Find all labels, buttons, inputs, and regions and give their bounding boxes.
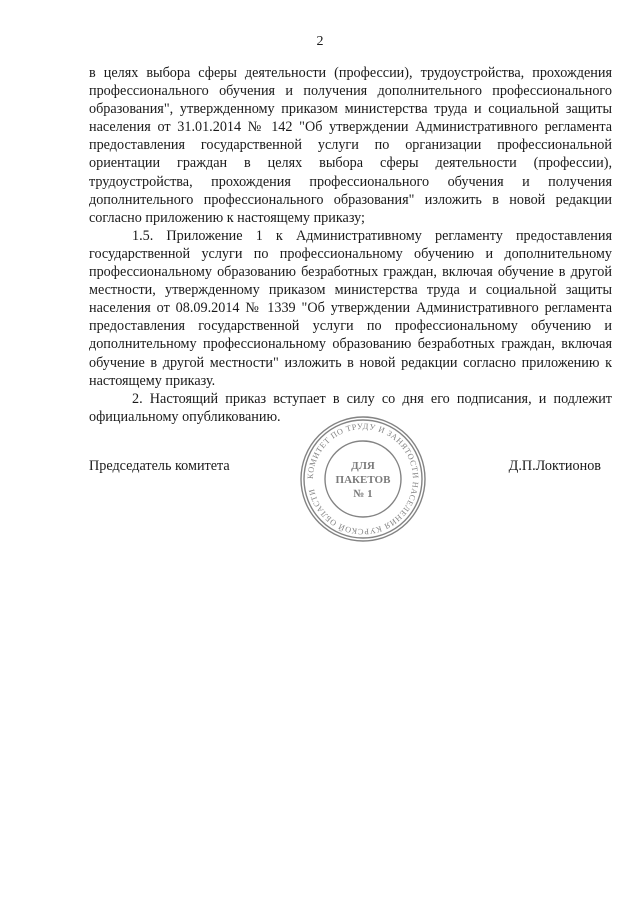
paragraph-2: 2. Настоящий приказ вступает в силу со дня его подписания, и подлежит официальному опубликованию. [89, 390, 612, 425]
stamp-line-2: ПАКЕТОВ [335, 474, 391, 486]
page-number: 2 [316, 34, 324, 49]
round-stamp [298, 414, 428, 544]
document-body [89, 64, 612, 426]
paragraph-1-5: 1.5. Приложение 1 к Административному регламенту предоставления государственной услуги по профессиональному обучению и дополнительному профессиональному образованию безработных граждан, включая обучение в другой местности, утвержденному приказом министерства труда и социальной защиты населения от 08.09.2014 № 1339 "Об утверждении Административного регламента предоставления государственной услуги по профессиональному обучению и дополнительному профессиональному образованию безработных граждан, включая обучение в другой местности" изложить в новой редакции согласно приложению к настоящему приказу. [89, 227, 612, 389]
stamp-ring-text: КОМИТЕТ ПО ТРУДУ И ЗАНЯТОСТИ НАСЕЛЕНИЯ КУРСКОЙ ОБЛАСТИ [305, 421, 421, 537]
stamp-line-1: ДЛЯ [351, 460, 375, 472]
paragraph-continuation: в целях выбора сферы деятельности (профессии), трудоустройства, прохождения профессионального обучения и получения дополнительного профессионального образования", утвержденному приказом министерства труда и социальной защиты населения от 31.01.2014 № 142 "Об утверждении Административного регламента предоставления государственной услуги по организации профессиональной ориентации граждан в целях выбора сферы деятельности (профессии), трудоустройства, прохождения профессионального обучения и получения дополнительного профессионального образования" изложить в новой редакции согласно приложению к настоящему приказу; [89, 65, 612, 226]
signatory-name: Д.П.Локтионов [508, 458, 601, 474]
signatory-position: Председатель комитета [89, 458, 230, 474]
stamp-line-3: № 1 [353, 488, 373, 500]
